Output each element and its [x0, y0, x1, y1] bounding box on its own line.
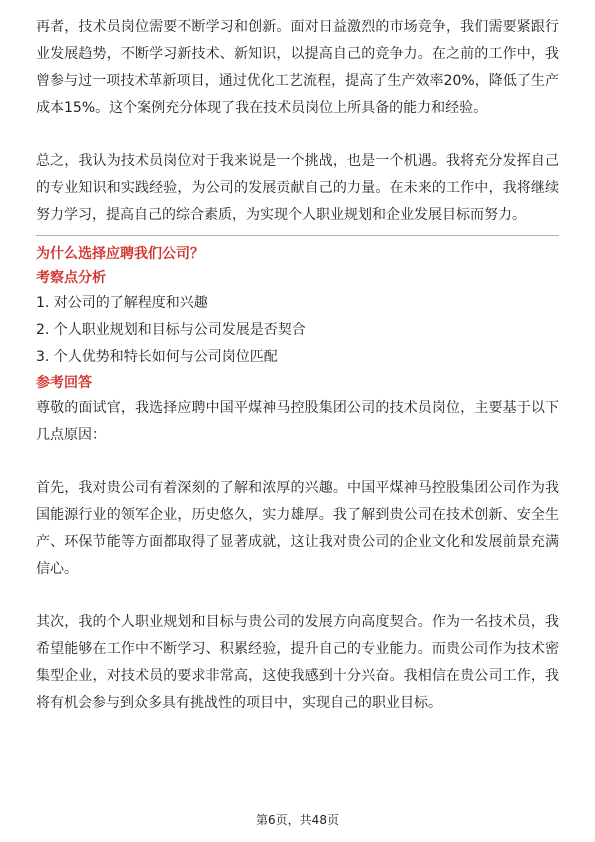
- spacer: [36, 583, 559, 609]
- spacer: [36, 449, 559, 475]
- answer-paragraph-intro: 尊敬的面试官，我选择应聘中国平煤神马控股集团公司的技术员岗位，主要基于以下几点原因：: [36, 400, 559, 443]
- paragraph-innovation: 再者，技术员岗位需要不断学习和创新。面对日益激烈的市场竞争，我们需要紧跟行业发展趋势，不断学习新技术、新知识，以提高自己的竞争力。在之前的工作中，我曾参与过一项技术革新项目，通过优化工艺流程，提高了生产效率20%，降低了生产成本15%。这个案例充分体现了我在技术员岗位上所具备的能力和经验。: [36, 19, 559, 116]
- page-content: [36, 14, 559, 717]
- answer-paragraph-first: 首先，我对贵公司有着深刻的了解和浓厚的兴趣。中国平煤神马控股集团公司作为我国能源行业的领军企业，历史悠久，实力雄厚。我了解到贵公司在技术创新、安全生产、环保节能等方面都取得了显著成就，这让我对贵公司的企业文化和发展前景充满信心。: [36, 480, 559, 577]
- analysis-heading: 考察点分析: [36, 270, 106, 286]
- analysis-item: 3. 个人优势和特长如何与公司岗位匹配: [36, 349, 278, 365]
- answer-heading: 参考回答: [36, 375, 92, 391]
- page-number: 第6页，共48页: [256, 813, 339, 827]
- spacer: [36, 122, 559, 148]
- analysis-item: 2. 个人职业规划和目标与公司发展是否契合: [36, 322, 306, 338]
- paragraph-conclusion: 总之，我认为技术员岗位对于我来说是一个挑战，也是一个机遇。我将充分发挥自己的专业知识和实践经验，为公司的发展贡献自己的力量。在未来的工作中，我将继续努力学习，提高自己的综合素质，为实现个人职业规划和企业发展目标而努力。: [36, 153, 559, 223]
- answer-paragraph-second: 其次，我的个人职业规划和目标与贵公司的发展方向高度契合。作为一名技术员，我希望能够在工作中不断学习、积累经验，提升自己的专业能力。而贵公司作为技术密集型企业，对技术员的要求非常高，这使我感到十分兴奋。我相信在贵公司工作，我将有机会参与到众多具有挑战性的项目中，实现自己的职业目标。: [36, 614, 559, 711]
- section-divider: [36, 235, 559, 236]
- analysis-item: 1. 对公司的了解程度和兴趣: [36, 295, 208, 311]
- question-title: 为什么选择应聘我们公司？: [36, 246, 204, 262]
